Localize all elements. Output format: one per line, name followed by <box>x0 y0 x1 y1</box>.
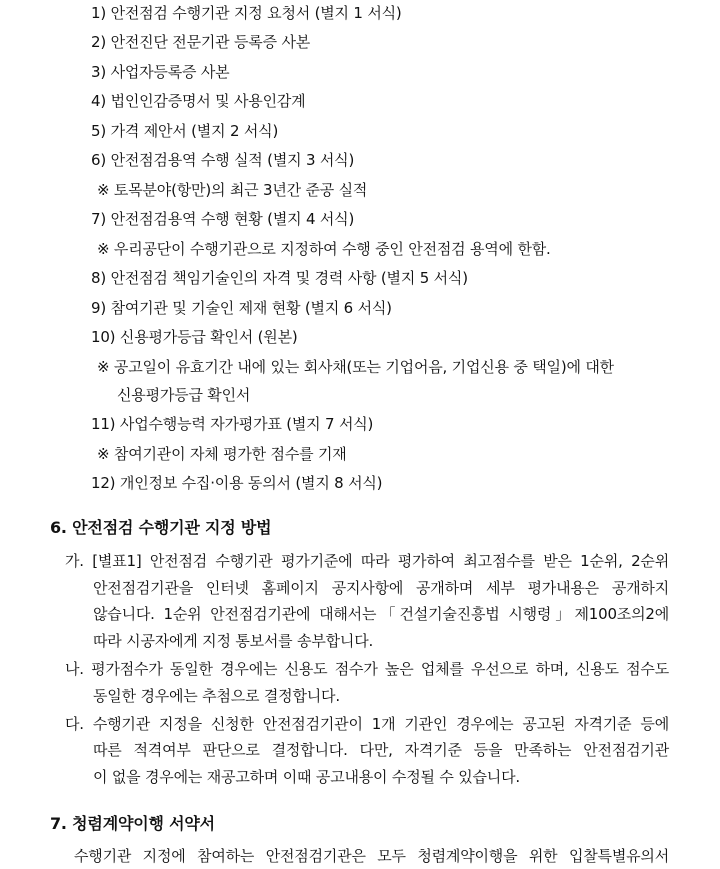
paragraph-da-line: 이 없을 경우에는 재공고하며 이때 공고내용이 수정될 수 있습니다. <box>93 768 520 786</box>
list-item: 9) 참여기관 및 기술인 제재 현황 (별지 6 서식) <box>91 299 392 317</box>
list-item: 1) 안전점검 수행기관 지정 요청서 (별지 1 서식) <box>91 4 402 22</box>
section-7-body-line: 수행기관 지정에 참여하는 안전점검기관은 모두 청렴계약이행을 위한 입찰특별유의서 <box>74 847 669 865</box>
list-item: 3) 사업자등록증 사본 <box>91 63 230 81</box>
list-item: 7) 안전점검용역 수행 현황 (별지 4 서식) <box>91 210 355 228</box>
paragraph-ga-line: 따라 시공자에게 지정 통보서를 송부합니다. <box>93 632 374 650</box>
list-item: 12) 개인정보 수집·이용 동의서 (별지 8 서식) <box>91 474 383 492</box>
list-item: 11) 사업수행능력 자가평가표 (별지 7 서식) <box>91 415 374 433</box>
paragraph-da-line: 따른 적격여부 판단으로 결정합니다. 다만, 자격기준 등을 만족하는 안전점검기관 <box>93 741 669 759</box>
list-item: 4) 법인인감증명서 및 사용인감계 <box>91 92 306 110</box>
paragraph-na-line: 동일한 경우에는 추첨으로 결정합니다. <box>93 687 340 705</box>
paragraph-ga-line: 가. [별표1] 안전점검 수행기관 평가기준에 따라 평가하여 최고점수를 받은 1순위, 2순위 <box>65 552 669 570</box>
list-note: ※ 우리공단이 수행기관으로 지정하여 수행 중인 안전점검 용역에 한함. <box>97 240 551 258</box>
section-6-heading: 6. 안전점검 수행기관 지정 방법 <box>50 518 272 537</box>
paragraph-na-line: 나. 평가점수가 동일한 경우에는 신용도 점수가 높은 업체를 우선으로 하며, 신용도 점수도 <box>65 660 669 678</box>
list-note: ※ 공고일이 유효기간 내에 있는 회사채(또는 기업어음, 기업신용 중 택일)에 대한 <box>97 358 614 376</box>
section-7-heading: 7. 청렴계약이행 서약서 <box>50 814 215 833</box>
list-item: 10) 신용평가등급 확인서 (원본) <box>91 328 298 346</box>
list-note-continuation: 신용평가등급 확인서 <box>117 386 251 404</box>
list-item: 5) 가격 제안서 (별지 2 서식) <box>91 122 279 140</box>
list-item: 8) 안전점검 책임기술인의 자격 및 경력 사항 (별지 5 서식) <box>91 269 468 287</box>
list-note: ※ 참여기관이 자체 평가한 점수를 기재 <box>97 445 347 463</box>
paragraph-ga-line: 안전점검기관을 인터넷 홈페이지 공지사항에 공개하며 세부 평가내용은 공개하지 <box>93 579 669 597</box>
paragraph-da-line: 다. 수행기관 지정을 신청한 안전점검기관이 1개 기관인 경우에는 공고된 자격기준 등에 <box>65 715 669 733</box>
list-item: 6) 안전점검용역 수행 실적 (별지 3 서식) <box>91 151 355 169</box>
paragraph-ga-line: 않습니다. 1순위 안전점검기관에 대해서는「건설기술진흥법 시행령」제100조의2에 <box>93 605 669 623</box>
list-note: ※ 토목분야(항만)의 최근 3년간 준공 실적 <box>97 181 368 199</box>
list-item: 2) 안전진단 전문기관 등록증 사본 <box>91 33 311 51</box>
